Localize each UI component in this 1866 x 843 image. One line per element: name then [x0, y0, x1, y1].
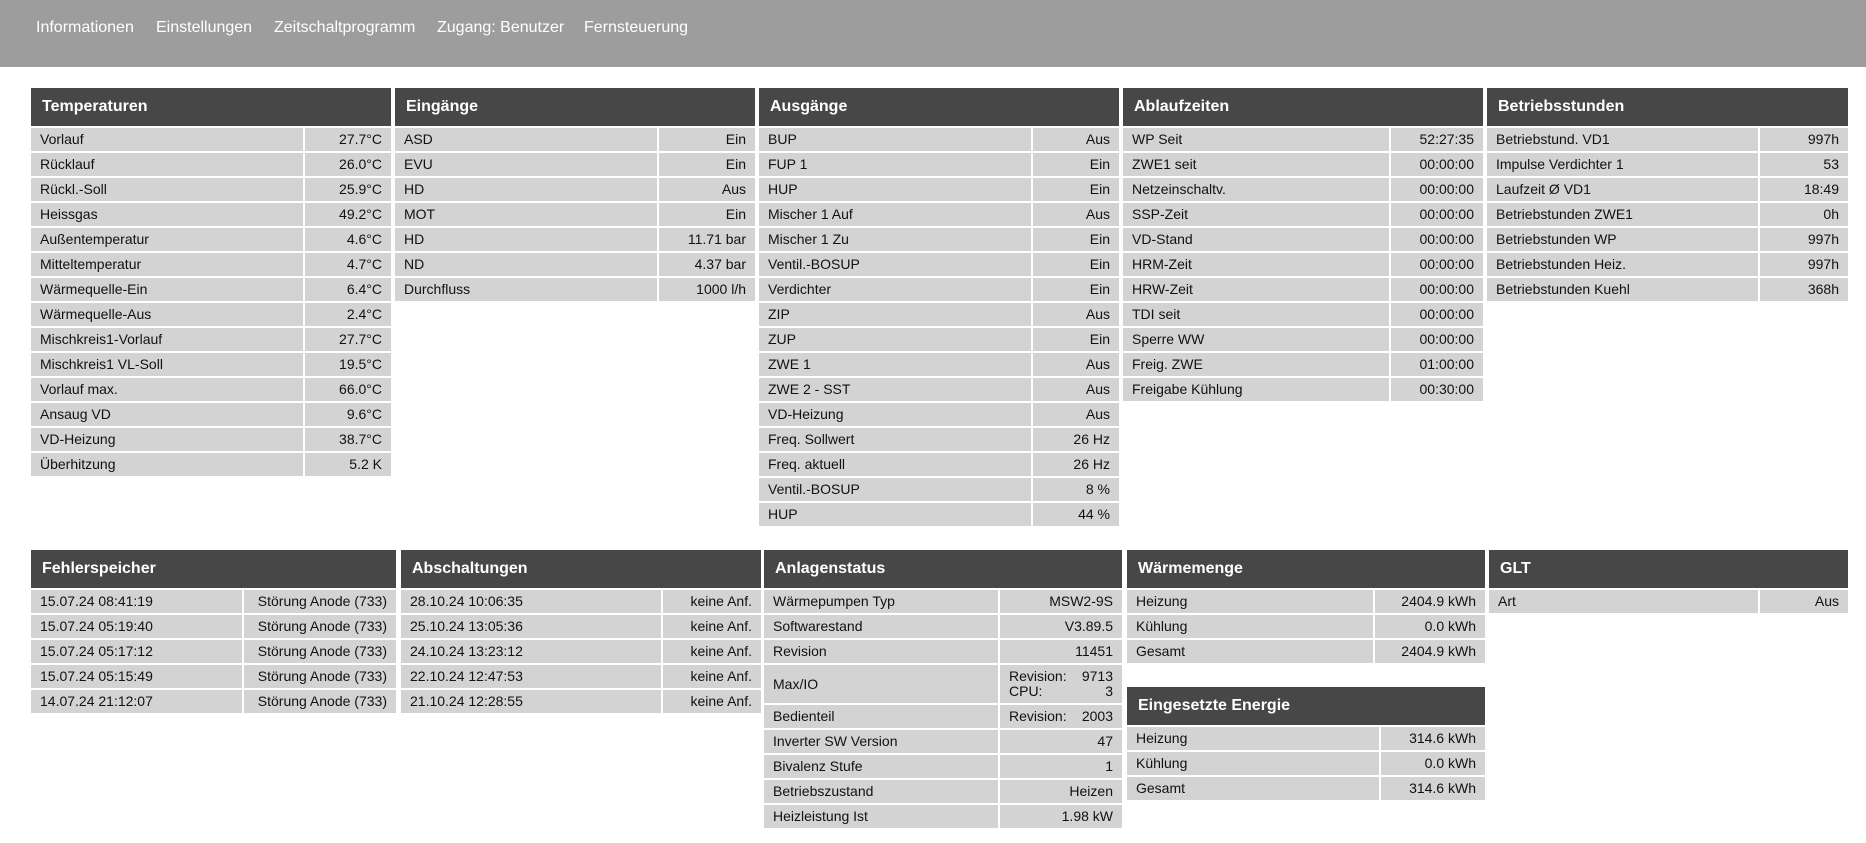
row-label: VD-Heizung: [759, 403, 1031, 426]
row-value: Aus: [1031, 128, 1119, 151]
row-value: Störung Anode (733): [242, 590, 396, 613]
eingaenge-table: [395, 126, 755, 303]
sub-label: Revision:: [1009, 668, 1067, 684]
panel-title: GLT: [1489, 550, 1848, 588]
table-row: [764, 615, 1122, 638]
table-row: [1123, 278, 1483, 301]
row-value: Aus: [1031, 303, 1119, 326]
row-label: ZUP: [759, 328, 1031, 351]
table-row: [764, 755, 1122, 778]
row-value: 44 %: [1031, 503, 1119, 526]
panel-ausgaenge: [759, 88, 1119, 528]
row-label: Gesamt: [1127, 777, 1379, 800]
sub-label: Revision:: [1009, 708, 1067, 724]
table-row: [759, 278, 1119, 301]
table-row: [31, 203, 391, 226]
table-row: [764, 590, 1122, 613]
row-label: Außentemperatur: [31, 228, 303, 251]
table-row: [1489, 590, 1848, 613]
panel-title: Betriebsstunden: [1487, 88, 1848, 126]
row-value: 53: [1758, 153, 1848, 176]
row-value: 26.0°C: [303, 153, 391, 176]
panel-title: Abschaltungen: [401, 550, 761, 588]
table-row: [31, 615, 396, 638]
ablaufzeiten-table: [1123, 126, 1483, 403]
row-value: 6.4°C: [303, 278, 391, 301]
row-label: Ventil.-BOSUP: [759, 253, 1031, 276]
row-label: Ansaug VD: [31, 403, 303, 426]
table-row: [31, 403, 391, 426]
row-value: Ein: [657, 203, 755, 226]
row-value: 00:00:00: [1389, 228, 1483, 251]
row-value: 1.98 kW: [998, 805, 1122, 828]
table-row: [395, 203, 755, 226]
row-label: Wärmepumpen Typ: [764, 590, 998, 613]
row-value: 0.0 kWh: [1373, 615, 1485, 638]
row-value: Aus: [1031, 203, 1119, 226]
row-value: [998, 705, 1122, 728]
row-label: Vorlauf max.: [31, 378, 303, 401]
table-row: [1123, 228, 1483, 251]
panel-abschaltungen: [401, 550, 761, 715]
table-row: [759, 178, 1119, 201]
row-label: Bedienteil: [764, 705, 998, 728]
row-label: Kühlung: [1127, 752, 1379, 775]
panel-title: Ablaufzeiten: [1123, 88, 1483, 126]
row-label: VD-Heizung: [31, 428, 303, 451]
maxio-revision: [1009, 669, 1113, 684]
row-value: Ein: [1031, 228, 1119, 251]
row-value: 2.4°C: [303, 303, 391, 326]
table-row: [31, 453, 391, 476]
table-row: [401, 590, 761, 613]
row-label: MOT: [395, 203, 657, 226]
row-label: Verdichter: [759, 278, 1031, 301]
row-label: Kühlung: [1127, 615, 1373, 638]
row-value: Ein: [657, 153, 755, 176]
panel-temperaturen: [31, 88, 391, 478]
row-value: Ein: [1031, 253, 1119, 276]
row-label: HUP: [759, 503, 1031, 526]
row-label: Softwarestand: [764, 615, 998, 638]
anlagenstatus-table: [764, 588, 1122, 830]
row-value: Aus: [657, 178, 755, 201]
row-label: Überhitzung: [31, 453, 303, 476]
panel-title: Ausgänge: [759, 88, 1119, 126]
fehlerspeicher-table: [31, 588, 396, 715]
table-row: [31, 278, 391, 301]
waermemenge-table: [1127, 588, 1485, 665]
row-value: 8 %: [1031, 478, 1119, 501]
table-row: [1127, 727, 1485, 750]
table-row: [759, 503, 1119, 526]
table-row: [401, 640, 761, 663]
row-value: 00:00:00: [1389, 278, 1483, 301]
table-row: [31, 228, 391, 251]
sub-value: 9713: [1081, 668, 1113, 684]
row-label: 15.07.24 05:15:49: [31, 665, 242, 688]
panel-eingesetzte-energie: [1127, 687, 1485, 802]
table-row: [31, 128, 391, 151]
row-value: 00:00:00: [1389, 178, 1483, 201]
row-label: 15.07.24 05:19:40: [31, 615, 242, 638]
row-value: 997h: [1758, 228, 1848, 251]
row-value: Störung Anode (733): [242, 640, 396, 663]
row-value: Aus: [1031, 353, 1119, 376]
betriebsstunden-table: [1487, 126, 1848, 303]
row-label: Mischer 1 Auf: [759, 203, 1031, 226]
table-row: [31, 640, 396, 663]
row-value: V3.89.5: [998, 615, 1122, 638]
bedienteil-revision: [1009, 709, 1113, 724]
panel-title: Eingänge: [395, 88, 755, 126]
table-row: [759, 303, 1119, 326]
row-label: Bivalenz Stufe: [764, 755, 998, 778]
row-value: 9.6°C: [303, 403, 391, 426]
table-row: [1127, 752, 1485, 775]
row-label: 14.07.24 21:12:07: [31, 690, 242, 713]
row-label: Freq. Sollwert: [759, 428, 1031, 451]
table-row: [1487, 253, 1848, 276]
row-value: 11451: [998, 640, 1122, 663]
table-row: [764, 730, 1122, 753]
row-value: 2404.9 kWh: [1373, 640, 1485, 663]
table-row: [401, 665, 761, 688]
row-value: keine Anf.: [661, 665, 761, 688]
table-row: [759, 353, 1119, 376]
row-value: 52:27:35: [1389, 128, 1483, 151]
table-row: [759, 253, 1119, 276]
row-label: Betriebstunden Kuehl: [1487, 278, 1758, 301]
table-row: [1487, 128, 1848, 151]
row-label: EVU: [395, 153, 657, 176]
table-row: [1127, 590, 1485, 613]
row-label: Freig. ZWE: [1123, 353, 1389, 376]
table-row: [759, 203, 1119, 226]
row-value: 26 Hz: [1031, 428, 1119, 451]
row-label: ASD: [395, 128, 657, 151]
top-navigation: [0, 0, 1866, 67]
table-row: [759, 128, 1119, 151]
row-value: 997h: [1758, 128, 1848, 151]
row-label: Max/IO: [764, 665, 998, 703]
panel-title: Wärmemenge: [1127, 550, 1485, 588]
table-row: [1487, 278, 1848, 301]
row-value: 997h: [1758, 253, 1848, 276]
nav-zugang-benutzer[interactable]: Zugang: Benutzer: [437, 19, 565, 36]
row-label: Betriebstunden Heiz.: [1487, 253, 1758, 276]
panel-glt: [1489, 550, 1848, 615]
row-label: Netzeinschaltv.: [1123, 178, 1389, 201]
row-value: [998, 665, 1122, 703]
row-value: 25.9°C: [303, 178, 391, 201]
abschaltungen-table: [401, 588, 761, 715]
row-value: 1000 l/h: [657, 278, 755, 301]
row-label: 28.10.24 10:06:35: [401, 590, 661, 613]
row-label: Inverter SW Version: [764, 730, 998, 753]
panel-eingaenge: [395, 88, 755, 303]
table-row: [31, 590, 396, 613]
table-row: [1123, 178, 1483, 201]
row-label: Laufzeit Ø VD1: [1487, 178, 1758, 201]
table-row-maxio: [764, 665, 1122, 703]
row-label: BUP: [759, 128, 1031, 151]
table-row: [395, 253, 755, 276]
row-label: Gesamt: [1127, 640, 1373, 663]
table-row: [1123, 253, 1483, 276]
row-value: 49.2°C: [303, 203, 391, 226]
row-label: ZIP: [759, 303, 1031, 326]
row-value: 00:00:00: [1389, 253, 1483, 276]
table-row: [31, 665, 396, 688]
sub-value: 3: [1105, 683, 1113, 699]
table-row: [1127, 615, 1485, 638]
row-value: 66.0°C: [303, 378, 391, 401]
row-label: Betriebstunden WP: [1487, 228, 1758, 251]
row-value: Heizen: [998, 780, 1122, 803]
table-row: [1123, 128, 1483, 151]
row-value: 314.6 kWh: [1379, 727, 1485, 750]
table-row: [759, 153, 1119, 176]
row-value: Ein: [1031, 153, 1119, 176]
row-value: keine Anf.: [661, 690, 761, 713]
table-row: [31, 178, 391, 201]
table-row: [759, 453, 1119, 476]
table-row: [1123, 378, 1483, 401]
table-row-bedienteil: [764, 705, 1122, 728]
row-value: 00:30:00: [1389, 378, 1483, 401]
table-row: [1123, 353, 1483, 376]
table-row: [401, 690, 761, 713]
row-value: Störung Anode (733): [242, 665, 396, 688]
row-label: 21.10.24 12:28:55: [401, 690, 661, 713]
row-label: 22.10.24 12:47:53: [401, 665, 661, 688]
table-row: [31, 328, 391, 351]
row-label: ND: [395, 253, 657, 276]
row-value: 00:00:00: [1389, 328, 1483, 351]
table-row: [1127, 640, 1485, 663]
table-row: [31, 690, 396, 713]
row-value: 19.5°C: [303, 353, 391, 376]
row-value: 4.37 bar: [657, 253, 755, 276]
panel-betriebsstunden: [1487, 88, 1848, 303]
row-label: Wärmequelle-Aus: [31, 303, 303, 326]
table-row: [759, 428, 1119, 451]
row-value: 4.7°C: [303, 253, 391, 276]
row-label: 15.07.24 05:17:12: [31, 640, 242, 663]
row-value: 11.71 bar: [657, 228, 755, 251]
nav-zeitschaltprogramm[interactable]: Zeitschaltprogramm: [274, 19, 416, 36]
table-row: [401, 615, 761, 638]
row-label: FUP 1: [759, 153, 1031, 176]
row-label: Freq. aktuell: [759, 453, 1031, 476]
row-value: 368h: [1758, 278, 1848, 301]
table-row: [31, 428, 391, 451]
nav-fernsteuerung[interactable]: Fernsteuerung: [584, 19, 689, 36]
row-label: ZWE 1: [759, 353, 1031, 376]
row-value: Störung Anode (733): [242, 690, 396, 713]
row-label: Betriebszustand: [764, 780, 998, 803]
panel-title: Fehlerspeicher: [31, 550, 396, 588]
row-label: HRM-Zeit: [1123, 253, 1389, 276]
panel-ablaufzeiten: [1123, 88, 1483, 403]
row-value: 314.6 kWh: [1379, 777, 1485, 800]
row-label: SSP-Zeit: [1123, 203, 1389, 226]
row-label: 15.07.24 08:41:19: [31, 590, 242, 613]
row-value: Aus: [1758, 590, 1848, 613]
panel-anlagenstatus: [764, 550, 1122, 830]
row-value: 27.7°C: [303, 328, 391, 351]
table-row: [31, 153, 391, 176]
panel-title: Eingesetzte Energie: [1127, 687, 1485, 725]
row-value: 4.6°C: [303, 228, 391, 251]
row-label: Heizung: [1127, 590, 1373, 613]
table-row: [1127, 777, 1485, 800]
table-row: [31, 353, 391, 376]
row-value: 0h: [1758, 203, 1848, 226]
row-label: Impulse Verdichter 1: [1487, 153, 1758, 176]
row-value: MSW2-9S: [998, 590, 1122, 613]
row-value: Ein: [1031, 328, 1119, 351]
table-row: [395, 178, 755, 201]
nav-einstellungen[interactable]: Einstellungen: [156, 19, 253, 36]
row-value: Ein: [1031, 178, 1119, 201]
panel-title: Anlagenstatus: [764, 550, 1122, 588]
row-label: Mischer 1 Zu: [759, 228, 1031, 251]
table-row: [764, 780, 1122, 803]
panel-fehlerspeicher: [31, 550, 396, 715]
row-label: TDI seit: [1123, 303, 1389, 326]
row-label: Betriebstund. VD1: [1487, 128, 1758, 151]
glt-table: [1489, 588, 1848, 615]
table-row: [1123, 203, 1483, 226]
sub-label: CPU:: [1009, 683, 1043, 699]
row-value: 00:00:00: [1389, 303, 1483, 326]
row-value: keine Anf.: [661, 640, 761, 663]
temperaturen-table: [31, 126, 391, 478]
row-label: 24.10.24 13:23:12: [401, 640, 661, 663]
sub-value: 2003: [1081, 708, 1113, 724]
row-label: Mischkreis1-Vorlauf: [31, 328, 303, 351]
table-row: [1487, 203, 1848, 226]
row-label: Freigabe Kühlung: [1123, 378, 1389, 401]
row-value: 1: [998, 755, 1122, 778]
row-label: WP Seit: [1123, 128, 1389, 151]
table-row: [1123, 153, 1483, 176]
table-row: [764, 805, 1122, 828]
row-value: 18:49: [1758, 178, 1848, 201]
row-value: keine Anf.: [661, 615, 761, 638]
table-row: [395, 153, 755, 176]
table-row: [395, 228, 755, 251]
row-label: Mitteltemperatur: [31, 253, 303, 276]
row-value: 47: [998, 730, 1122, 753]
row-label: Sperre WW: [1123, 328, 1389, 351]
table-row: [759, 378, 1119, 401]
row-value: Störung Anode (733): [242, 615, 396, 638]
table-row: [1487, 153, 1848, 176]
row-label: Durchfluss: [395, 278, 657, 301]
row-label: Art: [1489, 590, 1758, 613]
row-value: Ein: [1031, 278, 1119, 301]
row-value: 00:00:00: [1389, 203, 1483, 226]
row-label: Heizung: [1127, 727, 1379, 750]
row-value: 26 Hz: [1031, 453, 1119, 476]
table-row: [31, 378, 391, 401]
panel-title: Temperaturen: [31, 88, 391, 126]
nav-informationen[interactable]: Informationen: [36, 19, 134, 36]
table-row: [395, 128, 755, 151]
row-label: Rückl.-Soll: [31, 178, 303, 201]
row-value: 01:00:00: [1389, 353, 1483, 376]
table-row: [1123, 303, 1483, 326]
row-value: Ein: [657, 128, 755, 151]
table-row: [31, 253, 391, 276]
table-row: [759, 228, 1119, 251]
row-label: Heissgas: [31, 203, 303, 226]
row-value: 27.7°C: [303, 128, 391, 151]
table-row: [759, 328, 1119, 351]
row-label: Revision: [764, 640, 998, 663]
row-value: 2404.9 kWh: [1373, 590, 1485, 613]
table-row: [1123, 328, 1483, 351]
row-label: HRW-Zeit: [1123, 278, 1389, 301]
table-row: [31, 303, 391, 326]
row-label: HUP: [759, 178, 1031, 201]
ausgaenge-table: [759, 126, 1119, 528]
row-label: Ventil.-BOSUP: [759, 478, 1031, 501]
row-value: 0.0 kWh: [1379, 752, 1485, 775]
row-label: VD-Stand: [1123, 228, 1389, 251]
row-label: ZWE 2 - SST: [759, 378, 1031, 401]
maxio-cpu: [1009, 684, 1113, 699]
table-row: [1487, 178, 1848, 201]
row-value: Aus: [1031, 378, 1119, 401]
row-value: keine Anf.: [661, 590, 761, 613]
panel-waermemenge: [1127, 550, 1485, 665]
row-label: ZWE1 seit: [1123, 153, 1389, 176]
row-label: HD: [395, 228, 657, 251]
row-label: Mischkreis1 VL-Soll: [31, 353, 303, 376]
row-value: 38.7°C: [303, 428, 391, 451]
table-row: [1487, 228, 1848, 251]
row-label: Betriebstunden ZWE1: [1487, 203, 1758, 226]
row-value: Aus: [1031, 403, 1119, 426]
table-row: [759, 478, 1119, 501]
energie-table: [1127, 725, 1485, 802]
row-label: HD: [395, 178, 657, 201]
table-row: [759, 403, 1119, 426]
row-label: Wärmequelle-Ein: [31, 278, 303, 301]
row-label: 25.10.24 13:05:36: [401, 615, 661, 638]
row-label: Heizleistung Ist: [764, 805, 998, 828]
row-label: Vorlauf: [31, 128, 303, 151]
table-row: [764, 640, 1122, 663]
table-row: [395, 278, 755, 301]
row-label: Rücklauf: [31, 153, 303, 176]
row-value: 00:00:00: [1389, 153, 1483, 176]
row-value: 5.2 K: [303, 453, 391, 476]
